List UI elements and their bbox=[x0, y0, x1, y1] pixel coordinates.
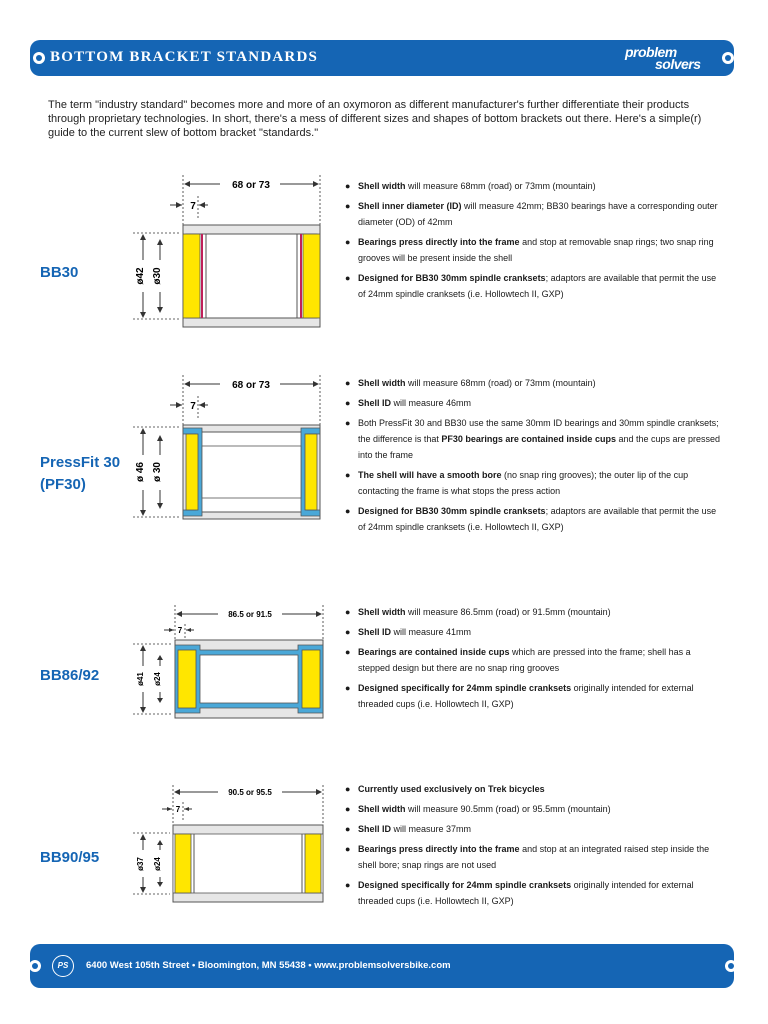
section-label-bb90-95: BB90/95 bbox=[40, 849, 100, 866]
pf30-outer-diameter-label: ø 46 bbox=[135, 461, 146, 483]
bb90-95-inner-diameter-label: ø24 bbox=[153, 857, 162, 871]
bb30-left-bearing bbox=[183, 234, 200, 318]
intro-paragraph: The term "industry standard" becomes more and more of an oxymoron as different manufacturer's further differentiate their products through proprietary technologies. In short, there's a mess of different sizes and shapes of bottom brackets out there. Here's a simple(r) guide to the current slew of bottom bracket "standards." bbox=[48, 99, 702, 139]
list-item: ● Bearings press directly into the frame and stop at removable snap rings; two snap ring grooves will be present inside the shell bbox=[345, 234, 725, 266]
list-item: ● Shell width will measure 68mm (road) or 73mm (mountain) bbox=[345, 375, 725, 391]
page-title: BOTTOM BRACKET STANDARDS bbox=[50, 49, 319, 65]
list-item: ● Currently used exclusively on Trek bicycles bbox=[345, 781, 725, 797]
pf30-inner-diameter-label: ø 30 bbox=[152, 461, 163, 483]
ps-badge-logo: PS bbox=[52, 955, 74, 977]
bb90-95-offset-label: 7 bbox=[175, 805, 181, 814]
header-left-bullet bbox=[33, 52, 45, 64]
list-item: ● Shell ID will measure 41mm bbox=[345, 624, 725, 640]
list-item: ● Designed for BB30 30mm spindle cranksets; adaptors are available that permit the use of 24mm spindle cranksets (i.e. Hollowtech II, GXP) bbox=[345, 270, 725, 302]
bb86-92-left-bearing bbox=[178, 650, 196, 708]
bb90-95-width-label: 90.5 or 95.5 bbox=[228, 788, 272, 797]
bb30-width-label: 68 or 73 bbox=[232, 180, 270, 191]
bb30-diagram bbox=[120, 170, 340, 335]
bb86-92-right-bearing bbox=[302, 650, 320, 708]
problem-solvers-logo: problem solvers bbox=[625, 44, 701, 72]
list-item: ● Shell inner diameter (ID) will measure 42mm; BB30 bearings have a corresponding outer diameter (OD) of 42mm bbox=[345, 198, 725, 230]
list-item: ● Shell width will measure 90.5mm (road) or 95.5mm (mountain) bbox=[345, 801, 725, 817]
pf30-right-bearing bbox=[305, 434, 317, 510]
bb30-outer-diameter-label: ø42 bbox=[135, 267, 146, 285]
pf30-bullet-list bbox=[345, 375, 725, 539]
pf30-offset-label: 7 bbox=[190, 401, 196, 412]
list-item: ● Designed specifically for 24mm spindle cranksets originally intended for external threaded cups (i.e. Hollowtech II, GXP) bbox=[345, 877, 725, 909]
pf30-left-bearing bbox=[186, 434, 198, 510]
list-item: ● Bearings press directly into the frame and stop at an integrated raised step inside the shell bore; snap rings are not used bbox=[345, 841, 725, 873]
header-right-bullet bbox=[722, 52, 734, 64]
section-label-pf30: PressFit 30 (PF30) bbox=[40, 454, 121, 493]
bb86-92-offset-label: 7 bbox=[177, 626, 183, 635]
bb30-inner-diameter-label: ø30 bbox=[152, 267, 163, 285]
list-item: ● Shell ID will measure 46mm bbox=[345, 395, 725, 411]
list-item: ● Shell width will measure 86.5mm (road) or 91.5mm (mountain) bbox=[345, 604, 725, 620]
footer-right-bullet bbox=[725, 960, 737, 972]
bb86-92-outer-diameter-label: ø41 bbox=[136, 672, 145, 686]
footer-address: 6400 West 105th Street • Bloomington, MN 55438 • www.problemsolversbike.com bbox=[86, 960, 451, 971]
bb30-bullet-list bbox=[345, 178, 725, 306]
bb30-offset-label: 7 bbox=[190, 201, 196, 212]
list-item: ● Shell width will measure 68mm (road) or 73mm (mountain) bbox=[345, 178, 725, 194]
list-item: ● Shell ID will measure 37mm bbox=[345, 821, 725, 837]
bb30-right-bearing bbox=[303, 234, 320, 318]
list-item: ● Designed specifically for 24mm spindle cranksets originally intended for external threaded cups (i.e. Hollowtech II, GXP) bbox=[345, 680, 725, 712]
bb90-95-diagram bbox=[120, 780, 340, 910]
bb90-95-right-bearing bbox=[305, 834, 321, 893]
list-item: ● The shell will have a smooth bore (no snap ring grooves); the outer lip of the cup contacting the frame is what stops the press action bbox=[345, 467, 725, 499]
section-label-bb30: BB30 bbox=[40, 264, 79, 281]
pf30-diagram bbox=[120, 370, 340, 530]
pf30-width-label: 68 or 73 bbox=[232, 380, 270, 391]
section-label-bb86-92: BB86/92 bbox=[40, 667, 100, 684]
bb86-92-inner-diameter-label: ø24 bbox=[153, 672, 162, 686]
bb90-95-outer-diameter-label: ø37 bbox=[136, 857, 145, 871]
bb86-92-diagram bbox=[120, 600, 340, 725]
bb86-92-bullet-list bbox=[345, 604, 725, 716]
list-item: ● Designed for BB30 30mm spindle cranksets; adaptors are available that permit the use of 24mm spindle cranksets (i.e. Hollowtech II, GXP) bbox=[345, 503, 725, 535]
bb90-95-left-bearing bbox=[175, 834, 191, 893]
list-item: ● Bearings are contained inside cups which are pressed into the frame; shell has a stepped design but there are no snap ring grooves bbox=[345, 644, 725, 676]
list-item: ● Both PressFit 30 and BB30 use the same 30mm ID bearings and 30mm spindle cranksets; the difference is that PF30 bearings are contained inside cups and the cups are pressed into the frame bbox=[345, 415, 725, 463]
bb90-95-bullet-list bbox=[345, 781, 725, 913]
footer-left-bullet bbox=[29, 960, 41, 972]
bb86-92-width-label: 86.5 or 91.5 bbox=[228, 610, 272, 619]
